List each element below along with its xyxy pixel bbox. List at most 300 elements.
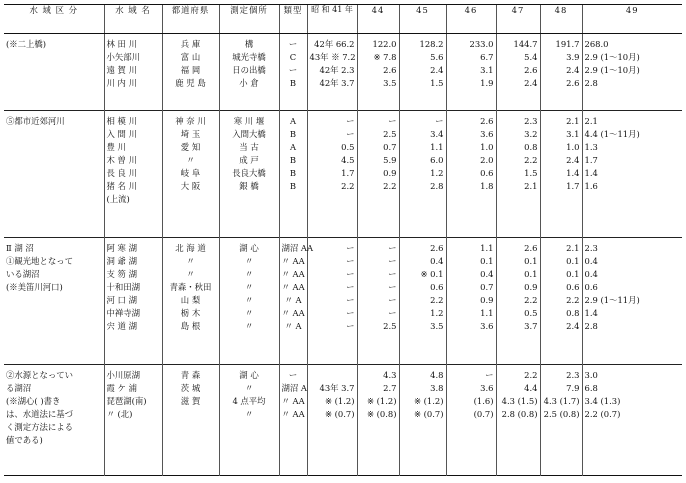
value-44: ー [388, 116, 397, 127]
prefecture: 神 奈 川 [175, 116, 206, 127]
header-cell: 47 [496, 5, 540, 34]
water-body-name: 入 間 川 [106, 129, 137, 140]
value-44-cell [357, 238, 399, 365]
section-label-cell [4, 365, 104, 476]
value-46-cell [446, 111, 496, 238]
value-showa41: ー [346, 308, 355, 319]
value-48: 2.5 (0.8) [543, 409, 580, 420]
prefecture [165, 408, 217, 421]
prefecture: 福 岡 [180, 65, 201, 75]
value-49: 2.9 (1〜10月) [584, 65, 640, 75]
measurement-point: 〃 [244, 269, 254, 280]
value-49: 2.8 [584, 78, 598, 88]
header-cell: 45 [399, 5, 446, 34]
class-type: 湖沼 AA [281, 243, 314, 254]
measurement-point: 湖 心 [239, 370, 259, 381]
class-type: B [289, 129, 297, 140]
value-47: 2.1 [524, 181, 538, 192]
value-showa41: 4.5 [341, 155, 355, 166]
measurement-point: 〃 [244, 256, 254, 267]
value-48-cell [540, 238, 582, 365]
value-45: ※ (1.2) [413, 396, 444, 407]
value-49-cell [582, 238, 682, 365]
water-body-name: 猪 名 川 [106, 181, 137, 192]
value-47: 0.9 [524, 282, 538, 293]
measurement-point: 城光寺橋 [232, 52, 266, 62]
header-cell: 都道府県 [162, 5, 219, 34]
value-45: 2.4 [430, 65, 444, 75]
value-49: 6.8 [584, 383, 598, 394]
section-label: る湖沼 [6, 383, 32, 394]
value-47: 2.4 [524, 78, 538, 88]
value-47-cell [496, 365, 540, 476]
water-body-name: 琵琶湖(南) [106, 396, 147, 407]
value-47: 2.2 [524, 155, 538, 166]
water-body-name: 相 模 川 [106, 116, 137, 127]
value-showa41: 42年 66.2 [314, 39, 355, 49]
value-47: 2.2 [524, 295, 538, 306]
header-cell: 測定個所 [219, 5, 279, 34]
value-44: ー [388, 308, 397, 319]
value-46: 0.9 [480, 295, 494, 306]
class-type: 〃 AA [281, 308, 305, 319]
prefecture: 栃 木 [180, 308, 201, 319]
header-cell: 水 域 区 分 [4, 5, 104, 34]
class-type: B [289, 181, 297, 192]
value-44: 2.5 [383, 321, 397, 332]
value-showa41: ※ (0.7) [324, 409, 355, 420]
value-45: 2.2 [430, 295, 444, 306]
value-44 [360, 193, 397, 206]
measurement-point: 銀 橋 [239, 181, 259, 192]
measurement-point: 湖 心 [239, 243, 259, 254]
value-showa41: 42年 3.7 [319, 78, 355, 88]
value-46: 1.9 [480, 78, 494, 88]
value-45: 4.8 [430, 370, 444, 381]
prefecture: 愛 知 [180, 142, 201, 153]
prefecture [165, 193, 217, 206]
value-48: 0.6 [566, 282, 580, 293]
water-body-name-cell [104, 238, 162, 365]
class-type: ー [288, 370, 298, 381]
measurement-point: 構 [244, 39, 254, 49]
prefecture: 〃 [186, 155, 195, 166]
value-49-cell [582, 34, 682, 111]
value-47-cell [496, 238, 540, 365]
measurement-point: 寒 川 堰 [233, 116, 265, 127]
value-showa41: 42年 2.3 [319, 65, 355, 75]
value-47: 4.4 [524, 383, 538, 394]
value-showa41: ー [346, 295, 355, 306]
measurement-point: 入間大橋 [232, 129, 266, 140]
header-cell: 48 [540, 5, 582, 34]
group-rivers-1 [4, 34, 682, 111]
value-45 [402, 193, 444, 206]
value-46: 6.7 [480, 52, 494, 62]
value-45: 0.4 [430, 256, 444, 267]
value-49: 2.9 (1〜11月) [584, 295, 640, 306]
value-45-cell [399, 34, 446, 111]
value-46: 0.4 [480, 269, 494, 280]
section-label: (※湖心( )書き [6, 396, 61, 407]
header-cell: 類型 [279, 5, 307, 34]
value-47: 0.5 [524, 308, 538, 319]
value-45: 6.0 [430, 155, 444, 166]
value-45: 128.2 [419, 39, 444, 49]
class-type-cell [279, 111, 307, 238]
section-label: (※二上橋) [6, 39, 47, 49]
value-45: 1.5 [430, 78, 444, 88]
value-47: 2.6 [524, 65, 538, 75]
class-type: ー [288, 39, 298, 49]
section-label: ②水源となってい [6, 370, 73, 381]
prefecture: 青森・秋田 [169, 282, 212, 293]
water-body-name: 小矢部川 [106, 52, 140, 62]
value-44: 0.9 [383, 168, 397, 179]
value-47: 2.6 [524, 243, 538, 254]
water-body-name: 林 田 川 [106, 39, 137, 49]
water-body-name: 木 曽 川 [106, 155, 137, 166]
prefecture-cell [162, 111, 219, 238]
value-49: 2.8 [584, 321, 598, 332]
value-44: 4.3 [383, 370, 397, 381]
section-label: ⑤都市近郊河川 [6, 116, 65, 127]
value-47: 0.1 [524, 269, 538, 280]
value-44: 2.7 [383, 383, 397, 394]
value-44: ※ (1.2) [366, 396, 397, 407]
value-45: ※ 0.1 [420, 269, 444, 280]
value-showa41: ※ (1.2) [324, 396, 355, 407]
value-showa41-cell [307, 34, 357, 111]
value-47: 2.3 [524, 116, 538, 127]
group-urban-rivers [4, 111, 682, 238]
measurement-point-cell [219, 111, 279, 238]
section-label: は、水道法に基づ [6, 409, 73, 420]
prefecture: 岐 阜 [180, 168, 201, 179]
value-46: 1.1 [480, 243, 494, 254]
class-type: 〃 A [284, 295, 302, 306]
value-45: 3.8 [430, 383, 444, 394]
value-48: 2.1 [566, 116, 580, 127]
value-49-cell [582, 365, 682, 476]
value-44: ※ 7.8 [373, 52, 397, 62]
value-showa41: ー [346, 269, 355, 280]
prefecture: 埼 玉 [180, 129, 201, 140]
value-44: 122.0 [372, 39, 397, 49]
value-45-cell [399, 238, 446, 365]
section-label: Ⅱ 湖 沼 [6, 243, 34, 254]
section-label-cell [4, 238, 104, 365]
class-type: C [289, 52, 297, 62]
value-49-cell [582, 111, 682, 238]
water-body-name: 豊 川 [106, 142, 126, 153]
value-45: 0.6 [430, 282, 444, 293]
value-44: ー [388, 295, 397, 306]
value-48: 2.2 [566, 295, 580, 306]
water-body-name: 小川原湖 [106, 370, 140, 381]
measurement-point: 〃 [244, 409, 254, 420]
value-49: 0.4 [584, 256, 598, 267]
value-46: ー [485, 370, 494, 381]
value-44: 5.9 [383, 155, 397, 166]
water-quality-table [4, 4, 682, 476]
value-49 [585, 193, 681, 206]
value-44: ー [388, 243, 397, 254]
value-47: 2.8 (0.8) [501, 409, 538, 420]
value-49: 2.9 (1〜10月) [584, 52, 640, 62]
section-label: いる湖沼 [6, 269, 40, 280]
value-47: 0.8 [524, 142, 538, 153]
section-label: 値である) [6, 435, 43, 446]
water-body-name-cell [104, 34, 162, 111]
class-type: A [289, 142, 297, 153]
value-47: 3.2 [524, 129, 538, 140]
water-body-name: 洞 爺 湖 [106, 256, 137, 267]
prefecture-cell [162, 238, 219, 365]
water-body-name-cell [104, 111, 162, 238]
value-45: 2.8 [430, 181, 444, 192]
water-body-name: 長 良 川 [106, 168, 137, 179]
measurement-point: 〃 [244, 383, 254, 394]
value-46: 3.6 [480, 383, 494, 394]
water-body-name: 河 口 湖 [106, 295, 137, 306]
value-45-cell [399, 111, 446, 238]
value-48: 1.4 [566, 168, 580, 179]
value-showa41: ー [346, 282, 355, 293]
value-showa41: ー [346, 116, 355, 127]
value-48: 1.0 [566, 142, 580, 153]
value-48: 3.1 [566, 129, 580, 140]
value-showa41: 1.7 [341, 168, 355, 179]
value-47: 3.7 [524, 321, 538, 332]
value-showa41: 43年 3.7 [319, 383, 355, 394]
water-body-name: 〃 (北) [106, 409, 133, 420]
prefecture-cell [162, 34, 219, 111]
water-body-name: (上流) [106, 194, 130, 205]
measurement-point-cell [219, 238, 279, 365]
value-48: 2.6 [566, 78, 580, 88]
value-showa41-cell [307, 111, 357, 238]
value-46: 3.6 [480, 321, 494, 332]
measurement-point: 〃 [244, 295, 254, 306]
value-44: 3.5 [383, 78, 397, 88]
value-45: 1.2 [430, 308, 444, 319]
value-showa41: ー [346, 321, 355, 332]
class-type: 〃 AA [281, 282, 305, 293]
value-46: 1.0 [480, 142, 494, 153]
value-47: 0.1 [524, 256, 538, 267]
value-46: 0.6 [480, 168, 494, 179]
value-46-cell [446, 34, 496, 111]
value-47 [499, 193, 538, 206]
value-48: 1.7 [566, 181, 580, 192]
value-49: 3.4 (1.3) [584, 396, 621, 407]
prefecture: 〃 [186, 256, 195, 267]
value-showa41: ー [346, 243, 355, 254]
value-48: 3.9 [566, 52, 580, 62]
value-45: 3.5 [430, 321, 444, 332]
value-44-cell [357, 34, 399, 111]
value-46: 0.1 [480, 256, 494, 267]
header-cell: 46 [446, 5, 496, 34]
class-type: 〃 AA [281, 409, 305, 420]
value-46: 3.6 [480, 129, 494, 140]
water-body-name: 阿 寒 湖 [106, 243, 137, 254]
value-46-cell [446, 365, 496, 476]
header-cell: 水 域 名 [104, 5, 162, 34]
prefecture: 富 山 [180, 52, 201, 62]
value-44: ー [388, 282, 397, 293]
value-49: 1.3 [584, 142, 598, 153]
value-49: 0.4 [584, 269, 598, 280]
value-44: 0.7 [383, 142, 397, 153]
water-body-name-cell [104, 365, 162, 476]
class-type: B [289, 155, 297, 166]
value-46: (0.7) [473, 409, 494, 420]
measurement-point-cell [219, 365, 279, 476]
measurement-point: 〃 [244, 308, 254, 319]
water-body-name: 霞 ケ 浦 [106, 383, 137, 394]
value-47: 1.5 [524, 168, 538, 179]
prefecture: 青 森 [180, 370, 201, 381]
value-49: 1.6 [584, 181, 598, 192]
section-label-cell [4, 34, 104, 111]
value-44: ※ (0.8) [366, 409, 397, 420]
measurement-point: 〃 [244, 321, 254, 332]
value-46: 2.0 [480, 155, 494, 166]
value-48: 0.1 [566, 269, 580, 280]
water-body-name: 遠 賀 川 [106, 65, 137, 75]
measurement-point [222, 193, 277, 206]
class-type: 湖沼 A [281, 383, 307, 394]
class-type: B [289, 78, 297, 88]
value-46: 2.6 [480, 116, 494, 127]
value-47: 4.3 (1.5) [501, 396, 538, 407]
value-46: 3.1 [480, 65, 494, 75]
value-47: 5.4 [524, 52, 538, 62]
value-48: 0.8 [566, 308, 580, 319]
value-48 [543, 193, 580, 206]
water-body-name: 中禅寺湖 [106, 308, 140, 319]
group-water-source-lakes [4, 365, 682, 476]
class-type: A [289, 116, 297, 127]
value-45: 1.2 [430, 168, 444, 179]
value-47: 2.2 [524, 370, 538, 381]
class-type-cell [279, 365, 307, 476]
prefecture: 茨 城 [180, 383, 201, 394]
value-46: 233.0 [469, 39, 494, 49]
class-type-cell [279, 34, 307, 111]
value-48-cell [540, 34, 582, 111]
value-49: 2.3 [584, 243, 598, 254]
value-showa41 [310, 369, 355, 382]
measurement-point: 小 倉 [239, 78, 259, 88]
value-49: 4.4 (1〜11月) [584, 129, 640, 140]
value-48: 191.7 [555, 39, 580, 49]
value-49: 268.0 [584, 39, 609, 49]
section-label-cell [4, 111, 104, 238]
class-type [282, 193, 305, 206]
value-47-cell [496, 34, 540, 111]
prefecture: 大 阪 [180, 181, 201, 192]
prefecture: 兵 庫 [180, 39, 201, 49]
class-type: ー [288, 65, 298, 75]
class-type: 〃 A [284, 321, 302, 332]
measurement-point: 成 戸 [239, 155, 259, 166]
value-46-cell [446, 238, 496, 365]
value-46: (1.6) [473, 396, 494, 407]
value-45: 2.6 [430, 243, 444, 254]
value-48-cell [540, 365, 582, 476]
group-tourist-lakes [4, 238, 682, 365]
value-49: 2.2 (0.7) [584, 409, 621, 420]
value-48: 2.4 [566, 155, 580, 166]
header-cell: 昭 和 41 年 [307, 5, 357, 34]
water-body-name: 十和田湖 [106, 282, 140, 293]
water-body-name: 宍 道 湖 [106, 321, 137, 332]
section-label: ①観光地となって [6, 256, 73, 267]
value-45: ー [435, 116, 444, 127]
value-48: 2.4 [566, 321, 580, 332]
class-type: 〃 AA [281, 269, 305, 280]
value-48: 2.3 [566, 370, 580, 381]
class-type: B [289, 168, 297, 179]
class-type: 〃 AA [281, 256, 305, 267]
value-44: ー [388, 256, 397, 267]
value-showa41-cell [307, 238, 357, 365]
value-45: 1.1 [430, 142, 444, 153]
value-48: 2.4 [566, 65, 580, 75]
header-cell: 44 [357, 5, 399, 34]
value-46: 0.7 [480, 282, 494, 293]
water-body-name: 支 笏 湖 [106, 269, 137, 280]
value-48: 2.1 [566, 243, 580, 254]
value-44: 2.5 [383, 129, 397, 140]
measurement-point: 当 古 [239, 142, 259, 153]
value-showa41: ー [346, 129, 355, 140]
value-showa41: 43年 ※ 7.2 [309, 52, 356, 62]
value-44: 2.6 [383, 65, 397, 75]
value-48: 7.9 [566, 383, 580, 394]
value-49: 0.6 [584, 282, 598, 293]
value-showa41: 0.5 [341, 142, 355, 153]
value-45-cell [399, 365, 446, 476]
value-49: 1.4 [584, 168, 598, 179]
value-47-cell [496, 111, 540, 238]
value-showa41: 2.2 [341, 181, 355, 192]
value-49: 2.1 [584, 116, 598, 127]
water-body-name: 川 内 川 [106, 78, 137, 88]
class-type: 〃 AA [281, 396, 305, 407]
prefecture: 〃 [186, 269, 195, 280]
measurement-point: 長良大橋 [232, 168, 266, 179]
prefecture: 鹿 児 島 [175, 78, 206, 88]
header-cell: 49 [582, 5, 682, 34]
prefecture-cell [162, 365, 219, 476]
value-48-cell [540, 111, 582, 238]
value-showa41-cell [307, 365, 357, 476]
prefecture: 北 海 道 [175, 243, 206, 254]
measurement-point: 日の出橋 [232, 65, 266, 75]
value-44: ー [388, 269, 397, 280]
section-label: く測定方法による [6, 422, 73, 433]
value-45: ※ (0.7) [413, 409, 444, 420]
measurement-point: 〃 [244, 282, 254, 293]
value-44-cell [357, 111, 399, 238]
section-label: (※美笛川河口) [6, 282, 63, 293]
class-type-cell [279, 238, 314, 365]
measurement-point: 4 点平均 [232, 396, 266, 407]
